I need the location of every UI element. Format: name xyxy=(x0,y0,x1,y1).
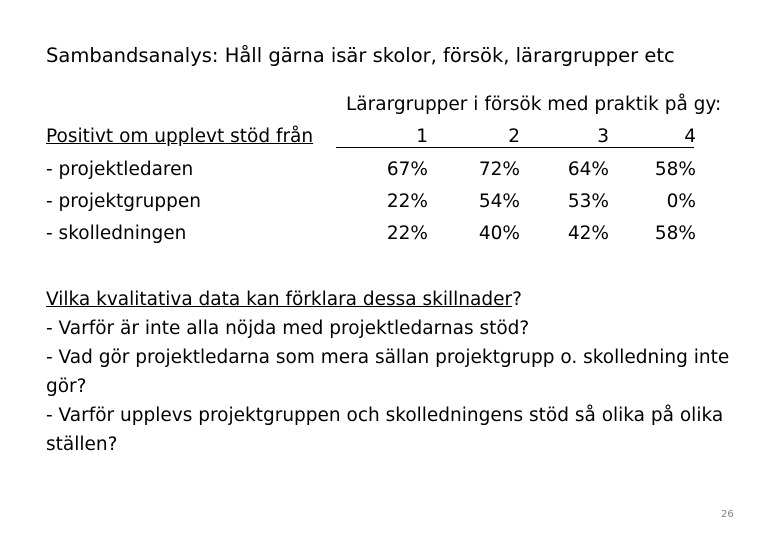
question-heading xyxy=(46,285,736,314)
cell-value: 72% xyxy=(478,159,520,180)
cell-value: 58% xyxy=(654,223,696,244)
cell-value: 0% xyxy=(666,191,696,212)
page-number: 26 xyxy=(721,509,734,520)
cell-value: 22% xyxy=(386,223,428,244)
cell-value: 67% xyxy=(386,159,428,180)
row-label: - projektledaren xyxy=(46,159,194,180)
question-block xyxy=(46,285,736,459)
cell-value: 54% xyxy=(478,191,520,212)
header-underline xyxy=(336,147,694,148)
row-header-label: Positivt om upplevt stöd från xyxy=(46,126,314,147)
cell-value: 42% xyxy=(567,223,609,244)
table-group-header: Lärargrupper i försök med praktik på gy: xyxy=(346,94,722,115)
cell-value: 40% xyxy=(478,223,520,244)
column-header-2: 2 xyxy=(508,126,520,147)
slide-title: Sambandsanalys: Håll gärna isär skolor, försök, lärargrupper etc xyxy=(46,44,675,67)
cell-value: 53% xyxy=(567,191,609,212)
column-header-4: 4 xyxy=(684,126,696,147)
cell-value: 58% xyxy=(654,159,696,180)
column-header-3: 3 xyxy=(597,126,609,147)
cell-value: 22% xyxy=(386,191,428,212)
column-header-1: 1 xyxy=(416,126,428,147)
row-label: - skolledningen xyxy=(46,223,187,244)
cell-value: 64% xyxy=(567,159,609,180)
question-heading-text: Vilka kvalitativa data kan förklara dessa skillnader xyxy=(46,289,513,310)
table-header-row xyxy=(46,126,746,150)
row-label: - projektgruppen xyxy=(46,191,201,212)
question-item: - Varför upplevs projektgruppen och skolledningens stöd så olika på olika ställen? xyxy=(46,405,724,455)
table-row-projektledaren xyxy=(46,159,746,183)
question-item: - Varför är inte alla nöjda med projektledarnas stöd? xyxy=(46,318,530,339)
question-heading-suffix: ? xyxy=(512,289,522,310)
question-item: - Vad gör projektledarna som mera sällan projektgrupp o. skolledning inte gör? xyxy=(46,347,730,397)
table-row-skolledningen xyxy=(46,223,746,247)
table-row-projektgruppen xyxy=(46,191,746,215)
